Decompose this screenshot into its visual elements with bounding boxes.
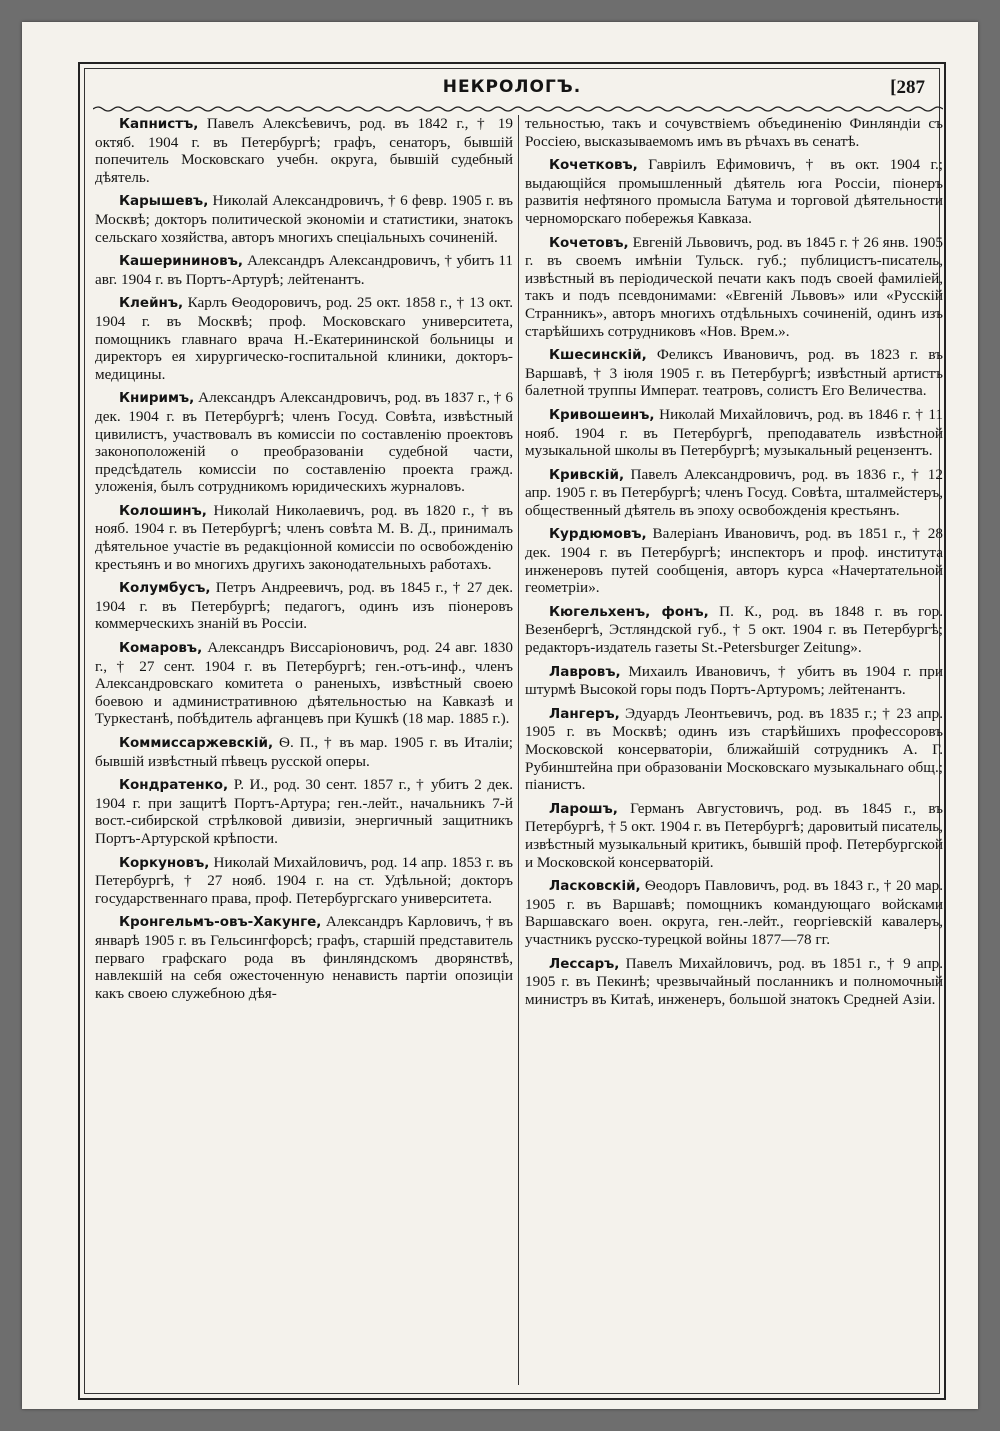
obituary-entry [525,466,943,520]
entry-text: Эдуардъ Леонтьевичъ, род. въ 1835 г.; † 23 апр. 1905 г. въ Москвѣ; одинъ изъ старѣйшихъ профессоровъ Московской консерваторіи, ближайшій сотрудникъ А. Г. Рубинштейна при образованіи Московскаго музыкальнаго общ.; піанистъ. [525,704,943,794]
entry-name: Кривскій, [549,466,625,483]
obituary-entry [525,877,943,948]
obituary-entry [525,603,943,657]
entry-text: Ѳ. П., † въ мар. 1905 г. въ Италіи; бывшій извѣстный пѣвецъ русской оперы. [95,734,513,770]
text-columns [95,115,943,1385]
entry-text: Николай Михайловичъ, род. въ 1846 г. † 11 нояб. 1904 г. въ Петербургѣ, преподаватель извѣстной музыкальной школы въ Петербургѣ; музыкальный рецензентъ. [525,405,943,460]
obituary-entry [525,406,943,460]
entry-text: Александръ Виссаріоновичъ, род. 24 авг. 1830 г., † 27 сент. 1904 г. въ Петербургѣ; ген.-отъ-инф., членъ Александровскаго комитета о раненыхъ, извѣстный своею боевою и административною дѣятельностью на Кавказѣ и Туркестанѣ, побѣдитель афганцевъ при Кушкѣ (18 мар. 1885 г.). [95,639,513,728]
entry-text: Александръ Александровичъ, род. въ 1837 г., † 6 дек. 1904 г. въ Петербургѣ; членъ Госуд. Совѣта, извѣстный цивилистъ, участвовалъ въ комиссіи по составленію проектовъ законоположеній о преобразованіи судебной части, предсѣдатель комиссіи по составленію проекта гражд. уложенія, былъ сотрудникомъ юридическихъ журналовъ. [95,389,513,496]
obituary-entry [95,294,513,383]
entry-name: Коркуновъ, [119,854,210,871]
header-title: НЕКРОЛОГЪ. [442,77,582,97]
entry-name: Кшесинскій, [549,347,647,364]
entry-text: Павелъ Михайловичъ, род. въ 1851 г., † 9 апр. 1905 г. въ Пекинѣ; чрезвычайный посланникъ и полномочный министръ въ Китаѣ, инженеръ, большой знатокъ Средней Азіи. [525,954,943,1008]
entry-name: Кюгельхенъ, фонъ, [549,603,709,620]
right-column [525,115,943,1385]
entry-name: Кондратенко, [119,777,229,794]
obituary-entry [525,800,943,871]
entry-name: Комаровъ, [119,640,203,657]
entry-name: Клейнъ, [119,295,184,312]
obituary-entry [95,502,513,573]
entry-name: Лангеръ, [549,705,620,722]
entry-name: Кронгельмъ-овъ-Хакунге, [119,914,322,931]
entry-text: Павелъ Алексѣевичъ, род. въ 1842 г., † 19 октяб. 1904 г. въ Петербургѣ; графъ, сенаторъ, бывшій попечитель Московскаго учебн. округа, бывшій судебный дѣятель. [95,115,513,186]
page-number: [287 [890,77,925,98]
entry-text: Александръ Карловичъ, † въ январѣ 1905 г. въ Гельсингфорсѣ; графъ, старшій представитель перваго графскаго рода въ финляндскомъ дворянствѣ, навлекшій на себя ожесточенную ненависть партіи опозиціи какъ своею служебною дѣя- [95,913,513,1002]
entry-text: Р. И., род. 30 сент. 1857 г., † убитъ 2 дек. 1904 г. при защитѣ Портъ-Артура; ген.-лейт., начальникъ 7-й вост.-сибирской стрѣлковой дивизіи, энергичный защитникъ Портъ-Артурской крѣпости. [95,776,513,847]
entry-name: Лессаръ, [549,955,620,972]
obituary-entry [525,115,943,150]
obituary-entry [95,389,513,496]
obituary-entry [95,252,513,288]
entry-name: Колумбусъ, [119,580,211,597]
entry-text: Евгеній Львовичъ, род. въ 1845 г. † 26 янв. 1905 г. въ своемъ имѣніи Тульск. губ.; публицистъ-писатель, извѣстный въ періодической печати какъ подъ своей фамиліей, такъ и подъ псевдонимами: «Евгеній Львовъ» или «Русскій Странникъ», авторъ многихъ отдѣльныхъ сочиненій, одинъ изъ старѣйшихъ сотрудниковъ «Нов. Врем.». [525,233,943,340]
obituary-entry [525,234,943,341]
book-page [22,22,978,1409]
obituary-entry [525,955,943,1009]
obituary-entry [525,525,943,596]
obituary-entry [525,346,943,400]
entry-name: Курдюмовъ, [549,526,647,543]
column-divider [518,115,519,1385]
entry-text: П. К., род. въ 1848 г. въ гор. Везенбергѣ, Эстляндской губ., † 5 окт. 1904 г. въ Петербургѣ; редакторъ-издатель газеты St.-Petersburger Zeitung». [525,602,943,657]
entry-text: тельностью, такъ и сочувствіемъ объединенію Финляндіи съ Россіею, высказываемомъ имъ въ рѣчахъ въ сенатѣ. [525,115,943,150]
entry-text: Михаилъ Ивановичъ, † убитъ въ 1904 г. при штурмѣ Высокой горы подъ Портъ-Артуромъ; лейтенантъ. [525,662,943,699]
obituary-entry [95,579,513,633]
entry-name: Лавровъ, [549,663,621,680]
entry-name: Кочетовъ, [549,234,629,251]
entry-text: Николай Михайловичъ, род. 14 апр. 1853 г. въ Петербургѣ, † 27 нояб. 1904 г. на ст. Удѣльной; докторъ государственнаго права, проф. Петербургскаго университета. [95,853,513,907]
entry-text: Ѳеодоръ Павловичъ, род. въ 1843 г., † 20 мар. 1905 г. въ Варшавѣ; помощникъ командующаго войсками Варшавскаго воен. округа, ген.-лейт., георгіевскій кавалеръ, участникъ русско-турецкой войны 1877—78 гг. [525,877,943,948]
obituary-entry [525,156,943,227]
obituary-entry [95,734,513,770]
entry-name: Кашерининовъ, [119,253,243,270]
entry-text: Валеріанъ Ивановичъ, род. въ 1851 г., † 28 дек. 1904 г. въ Петербургѣ; инспекторъ и проф. института инженеровъ путей сообщенія, авторъ курса «Начертательной геометріи». [525,525,943,597]
entry-text: Германъ Августовичъ, род. въ 1845 г., въ Петербургѣ, † 5 окт. 1904 г. въ Петербургѣ; даровитый писатель, извѣстный музыкальный критикъ, бывшій проф. Петербургской и Московской консерваторій. [525,799,943,871]
running-header [85,77,939,107]
wavy-rule [93,105,943,113]
entry-name: Коммиссаржевскій, [119,735,274,751]
obituary-entry [525,663,943,699]
page-frame-inner [84,68,943,1394]
entry-text: Гавріилъ Ефимовичъ, † въ окт. 1904 г.; выдающійся промышленный дѣятель юга Россіи, піонеръ развитія нефтяного промысла Батума и торговой дѣятельности черноморскаго побережья Кавказа. [525,156,943,227]
obituary-entry [95,776,513,847]
obituary-entry [95,115,513,186]
entry-name: Ларошъ, [549,800,618,817]
entry-text: Николай Николаевичъ, род. въ 1820 г., † въ нояб. 1904 г. въ Петербургѣ; членъ совѣта М. В. Д., принималъ дѣятельное участіе въ редакціонной комиссіи по освобожденію крестьянъ и во многихъ другихъ законодательныхъ работахъ. [95,501,513,573]
entry-name: Колошинъ, [119,502,207,519]
left-column [95,115,513,1385]
entry-text: Карлъ Ѳеодоровичъ, род. 25 окт. 1858 г., † 13 окт. 1904 г. въ Москвѣ; проф. Московскаго университета, помощникъ главнаго врача Н.-Екатерининской больницы и директоръ ея хирургическо-госпитальной клиники, докторъ-медицины. [95,294,513,383]
entry-text: Феликсъ Ивановичъ, род. въ 1823 г. въ Варшавѣ, † 3 іюля 1905 г. въ Петербургѣ; извѣстный артистъ балетной труппы Императ. театровъ, солистъ Его Величества. [525,346,943,400]
entry-name: Капнистъ, [119,116,199,132]
obituary-entry [95,854,513,908]
obituary-entry [95,192,513,246]
entry-name: Кривошеинъ, [549,406,655,423]
entry-name: Ласковскій, [549,878,641,895]
obituary-entry [95,913,513,1002]
entry-text: Павелъ Александровичъ, род. въ 1836 г., † 12 апр. 1905 г. въ Петербургѣ; членъ Госуд. Совѣта, шталмейстеръ, общественный дѣятель въ эпоху освобожденія крестьянъ. [525,465,943,519]
entry-name: Карышевъ, [119,193,209,210]
entry-text: Николай Александровичъ, † 6 февр. 1905 г. въ Москвѣ; докторъ политической экономіи и статистики, знатокъ сельскаго хозяйства, авторъ многихъ спеціальныхъ сочиненій. [95,192,513,246]
entry-name: Кочетковъ, [549,157,638,174]
page-frame [78,62,946,1400]
entry-text: Петръ Андреевичъ, род. въ 1845 г., † 27 дек. 1904 г. въ Петербургѣ; педагогъ, одинъ изъ піонеровъ коммерческихъ знаній въ Россіи. [95,579,513,633]
entry-text: Александръ Александровичъ, † убитъ 11 авг. 1904 г. въ Портъ-Артурѣ; лейтенантъ. [95,252,513,288]
obituary-entry [525,705,943,794]
obituary-entry [95,639,513,728]
entry-name: Книримъ, [119,390,195,407]
